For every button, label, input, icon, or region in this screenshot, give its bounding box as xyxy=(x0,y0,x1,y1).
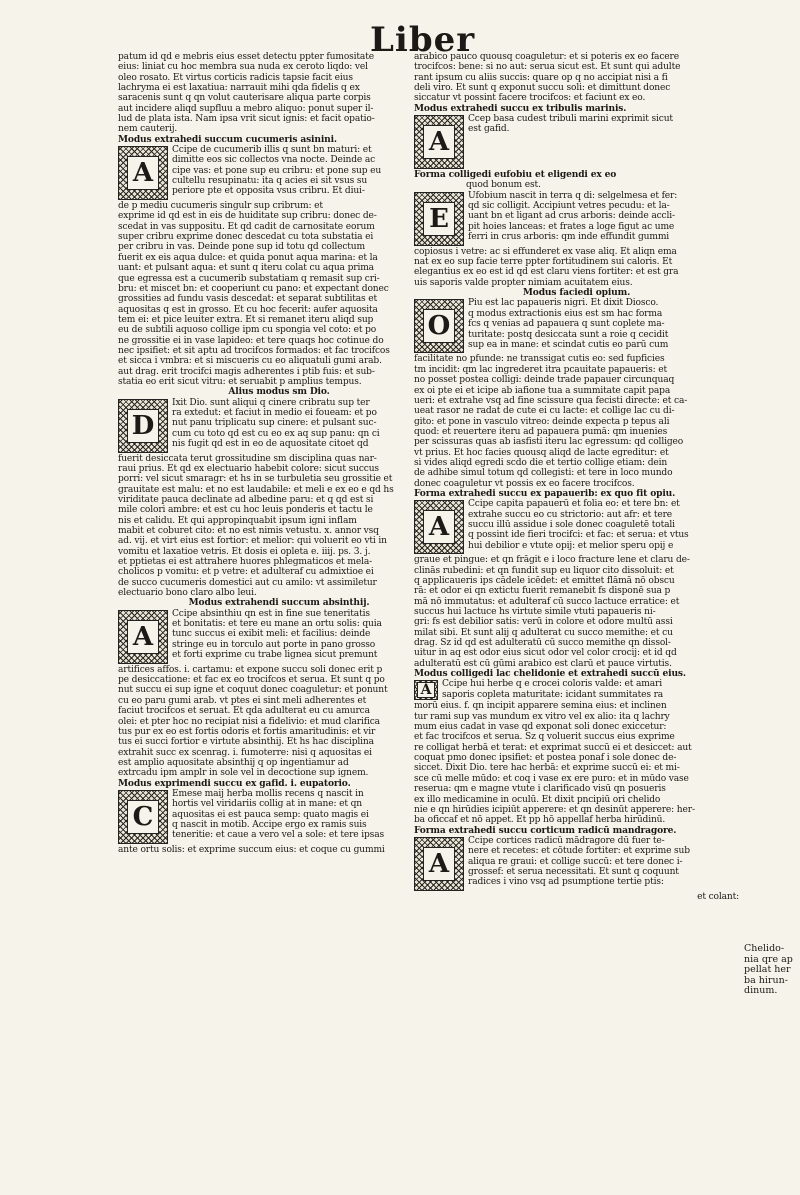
text-line: et forti exprime cu trabe lignea sicut premunt xyxy=(172,650,378,661)
section-heading: Forma colligedi eufobiu et eligendi ex eo xyxy=(414,170,617,181)
decorated-initial-icon xyxy=(414,192,464,246)
text-line: nem cauterij. xyxy=(118,124,178,135)
section-heading: Modus extrahendi succum absinthij. xyxy=(188,598,370,609)
text-line: succu illū assidue i sole donec coaguletē totali xyxy=(468,519,675,530)
text-line: mabit et coburet cito: et no est nimis vetustu. x. annor vsq xyxy=(118,526,379,537)
text-line: et pptietas ei est attrahere huores phlegmaticos et mela- xyxy=(118,557,373,568)
text-line: siccet. Dixit Dio. tere hac herbā: et exprime succū ei: et mi- xyxy=(414,763,680,774)
text-line: grauitate est malu: et no est laudabile: et meli e ex eo e qd hs xyxy=(118,484,394,495)
text-line: scedat in vas suppositu. Et qd cadit de carnositate eorum xyxy=(118,221,375,232)
initial-letter: A xyxy=(423,125,455,159)
text-line: reserua: qm e magne vtute i clarificado visū qn posueris xyxy=(414,784,666,795)
text-line: et colant: xyxy=(697,891,739,902)
text-line: clinās rubedini: et qn fundit sup eu liquor cito dissoluit: et xyxy=(414,565,674,576)
section-heading: Modus extrahedi succum cucumeris asinini. xyxy=(118,134,337,145)
text-line: ra extedut: et faciut in medio ei foueam: et po xyxy=(172,407,377,418)
text-line: no posset postea colligi: deinde trade papauer circunquaq xyxy=(414,375,675,386)
text-line: mum eius cadat in vase qd exponat soli donec exiccetur: xyxy=(414,722,667,733)
text-line: ferri in crus arboris: qm inde effundit gummi xyxy=(468,232,670,243)
decorated-initial-icon xyxy=(414,500,464,554)
text-line: elegantius ex eo est id qd est claru viens fortiter: et est gra xyxy=(414,267,679,278)
text-line: milat sibi. Et sunt alij q adulterat cu succo memithe: et cu xyxy=(414,627,673,638)
text-line: deli viro. Et sunt q exponut succu soli: et dimittunt donec xyxy=(414,83,671,94)
margin-note-line: Chelido- xyxy=(744,943,785,954)
margin-note-line: nia qre ap xyxy=(744,953,793,965)
page-header-liber: Liber xyxy=(370,20,476,60)
text-line: mā nō immutatus: et adulteraf cū succo lactuce erratice: et xyxy=(414,596,680,607)
section-heading: Alius modus sm Dio. xyxy=(228,387,330,398)
section-heading: Modus extrahedi succu ex tribulis marinis. xyxy=(414,103,627,114)
section-heading: Forma extrahedi succu corticum radicū mandragore. xyxy=(414,825,677,836)
decorated-initial-icon xyxy=(414,680,438,700)
initial-paragraph xyxy=(118,609,440,665)
text-line: extrcadu ipm amplr in sole vel in decoctione sup ignem. xyxy=(118,768,369,779)
text-line: quod bonum est. xyxy=(466,180,541,191)
text-line: nut succu ei sup igne et coquut donec coaguletur: et ponunt xyxy=(118,685,388,696)
text-line: aliqua re graui: et collige succū: et tere donec i- xyxy=(468,856,683,867)
decorated-initial-icon xyxy=(414,299,464,353)
text-line: cultellu resupinatu: ita q acies ei sit vsus su xyxy=(172,176,368,187)
text-line: uant bn et ligant ad crus arboris: deinde accli- xyxy=(468,211,675,222)
text-line: Ufobium nascit in terra q di: selgelmesa et fer: xyxy=(468,190,678,201)
text-line: ueat rasor ne radat de cute ei cu lacte: et collige lac cu di- xyxy=(414,406,675,417)
text-line: copiosus i vetre: ac si effunderet ex vase aliq. Et aliqn ema xyxy=(414,246,677,257)
text-line: nut panu triplicatu sup cinere: et pulsant suc- xyxy=(172,418,377,429)
text-line: ba oficcaf et nō appet. Et pp hō appellaf herba hirūdinū. xyxy=(414,815,666,826)
text-line: porri: vel sicut smaragr: et hs in se turbuletia seu grossitie et xyxy=(118,474,393,485)
text-line: rant ipsum cu aliis succis: quare op q no accipiat nisi a fi xyxy=(414,72,668,83)
text-line: quod: et reuertere iteru ad papauera pumā: qm inuenies xyxy=(414,426,668,437)
initial-letter: A xyxy=(127,156,159,190)
text-line: cholicos p vomitu: et p vetre: et adulteraf cu admixtioe ei xyxy=(118,567,374,578)
text-line: est gafid. xyxy=(468,124,510,135)
text-line: sce cū melle mūdo: et coq i vase ex ere puro: et in mūdo vase xyxy=(414,773,689,784)
initial-paragraph xyxy=(414,679,739,701)
text-line: patum id qd e mebris eius esset detectu ppter fumositate xyxy=(118,52,374,62)
text-line: tus pur ex eo est fortis odoris et fortis amaritudinis: et vir xyxy=(118,726,376,737)
text-line: pit hoies lanceas: et frates a loge figut ac ume xyxy=(468,221,675,232)
initial-letter: A xyxy=(417,682,435,698)
margin-note-line: dinum. xyxy=(744,985,778,996)
text-line: que egressa est a cucumerib substatiam q remasit sup cri- xyxy=(118,273,380,284)
text-line: et bonitatis: et tere eu mane an ortu solis: quia xyxy=(172,619,382,630)
text-line: Ccipe capita papauerū et folia eo: et tere bn: et xyxy=(468,499,680,510)
text-line: grossef: et serua necessitati. Et sunt q coquunt xyxy=(468,866,679,877)
initial-paragraph xyxy=(118,398,440,454)
text-line: q possint ide fieri trocifci: et fac: et serua: et vtus xyxy=(468,530,689,541)
text-line: de succo cucumeris domestici aut cu amilo: vt assimiletur xyxy=(118,577,377,588)
text-line: cu eo paru gumi arab. vt ptes ei sint meli adherentes et xyxy=(118,695,367,706)
text-line: aut incidere aliqd supfluu a mebro aliquo: ponut super il- xyxy=(118,103,374,114)
text-line: fcs q venias ad papauera q sunt coplete ma- xyxy=(468,319,665,330)
section-heading: Modus faciedi opium. xyxy=(522,288,631,299)
right-column xyxy=(414,52,739,902)
text-line: trocifcos: bene: si no aut: serua sicut est. Et sunt qui adulte xyxy=(414,62,681,73)
text-line: raui prius. Et qd ex electuario habebit colore: sicut succus xyxy=(118,463,379,474)
text-line: nat ex eo sup facie terre ppter fortitudinem sui caloris. Et xyxy=(414,257,673,268)
text-line: eius: liniat cu hoc membra sua nuda ex ceroto liqdo: vel xyxy=(118,62,368,73)
text-line: sup ea in mane: et scindat cutis eo parū cum xyxy=(468,339,669,350)
text-line: fuerit ex eis aqua dulce: et quida ponut aqua marina: et la xyxy=(118,252,378,263)
text-line: radices i vino vsq ad psumptione tertie ptis: xyxy=(468,877,664,888)
text-line: olei: et pter hoc no recipiat nisi a fidelivio: et mud clarifica xyxy=(118,716,380,727)
text-line: tunc succus ei exibit meli: et facilius: deinde xyxy=(172,629,371,640)
text-line: succus hui lactuce hs virtute simile vtuti papaueris ni- xyxy=(414,607,656,617)
text-line: nere et recetes: et cōtude fortiter: et exprime sub xyxy=(468,846,690,857)
text-line: aut drag. erit trocifci magis adherentes i ptib fuis: et sub- xyxy=(118,366,375,377)
text-line: ad. vij. et virt eius est fortior: et melior: qui voluerit eo vti in xyxy=(118,536,387,547)
text-line: ex illo medicamine in oculū. Et dixit pncipiū ori chelido xyxy=(414,794,661,805)
text-line: statia eo erit sicut vitru: et seruabit p amplius tempus. xyxy=(118,376,362,387)
text-line: ante ortu solis: et exprime succum eius: et coque cu gummi xyxy=(118,844,385,855)
text-line: morū eius. f. qn incipit apparere semina eius: et inclinen xyxy=(414,701,667,712)
text-line: extrahit succ ex scenrag. i. fumoterre: nisi q aquositas ei xyxy=(118,747,372,758)
text-line: q modus extractionis eius est sm hac forma xyxy=(468,308,663,319)
text-line: nec ipsifiet: et sit aptu ad trocifcos formados: et fac trocifcos xyxy=(118,345,390,356)
text-line: artifices affos. i. cartamu: et expone succu soli donec erit p xyxy=(118,664,383,675)
text-line: et sicca i vmbra: et si miscueris cu eo aliquatuli gumi arab. xyxy=(118,356,382,367)
margin-note-line: ba hirun- xyxy=(744,974,788,986)
text-line: viriditate pauca declinate ad albedine paru: et q qd est si xyxy=(118,495,374,505)
initial-paragraph xyxy=(118,789,440,845)
text-line: stringe eu in torculo aut porte in pano grosso xyxy=(172,639,376,650)
text-line: uis saporis valde propter nimiam acuitatem eius. xyxy=(414,277,633,288)
text-line: Ccipe hui herbe q e crocei coloris valde: et amari xyxy=(442,679,662,690)
text-line: nie e qn hirūdies icipiūt apperere: et qn desinūt apperere: her- xyxy=(414,804,695,815)
decorated-initial-icon xyxy=(118,146,168,200)
decorated-initial-icon xyxy=(118,610,168,664)
decorated-initial-icon xyxy=(118,790,168,844)
text-line: electuario bono claro albo leui. xyxy=(118,588,257,599)
text-line: tm incidit: qm lac ingrederet itra pcauitate papaueris: et xyxy=(414,364,667,375)
initial-paragraph xyxy=(414,114,739,170)
section-heading: Modus colligedi lac chelidonie et extrahedi succū eius. xyxy=(414,669,686,680)
text-line: adulteratū est cū gūmi arabico est clarū et pauce virtutis. xyxy=(414,658,672,669)
text-line: re colligat herbā et terat: et exprimat succū ei et desiccet: aut xyxy=(414,742,692,753)
text-line: mile colori ambre: et est cu hoc leuis ponderis et tactu le xyxy=(118,505,373,516)
text-line: bru: et miscet bn: et cooperiunt cu pano: et expectant donec xyxy=(118,283,389,294)
text-line: de p mediu cucumeris singulr sup cribrum: et xyxy=(118,201,323,212)
initial-paragraph xyxy=(414,836,739,892)
text-line: tus ei succi fortior e virtute absinthij. Et hs hac disciplina xyxy=(118,737,374,748)
initial-letter: A xyxy=(127,620,159,654)
text-line: cum cu toto qd est cu eo ex aq sup panu: qn ci xyxy=(172,428,380,439)
text-line: aquositas q est in grosso. Et cu hoc fecerit: aufer aquosita xyxy=(118,304,378,315)
decorated-initial-icon xyxy=(414,115,464,169)
initial-paragraph xyxy=(118,145,440,201)
text-line: faciut trocifcos et seruat. Et qda adulterat eu cu amurca xyxy=(118,706,370,717)
text-line: gri: fs est debilior satis: verū in colore et odore multū assi xyxy=(414,617,673,628)
initial-paragraph xyxy=(414,298,739,354)
decorated-initial-icon xyxy=(414,837,464,891)
text-line: dimitte eos sic collectos vna nocte. Deinde ac xyxy=(172,155,376,166)
text-line: et fac trocifcos et serua. Sz q voluerit succus eius exprime xyxy=(414,732,675,743)
margin-note-line: pellat her xyxy=(744,964,791,975)
initial-letter: E xyxy=(423,202,455,236)
initial-letter: D xyxy=(127,409,159,443)
text-line: per cribru in vas. Deinde pone sup id totu qd collectum xyxy=(118,242,365,253)
text-line: hui debilior e vtute opij: et melior speru opij e xyxy=(468,540,674,551)
text-line: eu de subtili aquoso collige ipm cu spongia vel coto: et po xyxy=(118,325,377,336)
text-line: Ccep basa cudest tribuli marini exprimit sicut xyxy=(468,114,673,125)
left-column xyxy=(118,52,440,855)
text-line: q applicaueris ips cādele icēdet: et emittet flāmā nō obscu xyxy=(414,575,675,586)
initial-letter: O xyxy=(423,309,455,343)
text-line: ex oi pte ei et icipe ab iafione tua a summitate capit papa xyxy=(414,385,671,396)
initial-paragraph xyxy=(414,191,739,247)
text-line: extrahe succu eo cu strictorio: aut afr: et tere xyxy=(468,509,672,520)
text-line: q nascit in motib. Accipe ergo ex ramis suis xyxy=(172,819,367,830)
text-line: arabico pauco quousq coaguletur: et si poteris ex eo facere xyxy=(414,52,679,62)
text-line: facilitate no pfunde: ne transsigat cutis eo: sed fupficies xyxy=(414,354,665,365)
initial-letter: A xyxy=(423,510,455,544)
text-line: Emese maij herba mollis recens q nascit in xyxy=(172,788,364,799)
text-line: tem ei: et pice leuiter extra. Et si remanet iteru aliqd sup xyxy=(118,314,374,325)
text-line: cipe vas: et pone sup eu cribru: et pone sup eu xyxy=(172,165,382,176)
text-line: pe desiccatione: et fac ex eo trocifcos et serua. Et sunt q po xyxy=(118,675,385,686)
text-line: si vides aliqd egredi scdo die et tertio collige etiam: dein xyxy=(414,457,668,468)
text-line: per scissuras quas ab iasfisti iteru lac egressum: qd colligeo xyxy=(414,437,684,448)
section-heading: Modus exprimendi succu ex gafid. i. eupatorio. xyxy=(118,778,351,789)
text-line: saracenis sunt q qn volut cauterisare aliqua parte corpis xyxy=(118,93,371,104)
text-line: donec coaguletur vt possis ex eo facere trocifcos. xyxy=(414,478,635,489)
text-line: super cribru exprime donec descedat cu tota substatia ei xyxy=(118,232,374,243)
text-line: lud de plata ista. Nam ipsa vrit sicut ignis: et facit opatio- xyxy=(118,114,375,125)
text-line: saporis copleta maturitate: icidant summitates ra xyxy=(442,689,664,700)
text-line: lachryma ei est laxatiua: narrauit mihi qda fidelis q ex xyxy=(118,83,360,94)
text-line: nis fugit qd est in eo de aquositate citoet qd xyxy=(172,439,369,449)
text-line: siccatur vt possint facere trocifcos: et faciunt ex eo. xyxy=(414,93,646,104)
initial-letter: C xyxy=(127,800,159,834)
text-line: turitate: postq desiccata sunt a roie q cecidit xyxy=(468,329,669,340)
text-line: teneritie: et caue a vero vel a sole: et tere ipsas xyxy=(172,830,384,841)
text-line: exprime id qd est in eis de huiditate sup cribru: donec de- xyxy=(118,211,377,222)
text-line: aquositas ei est pauca semp: quato magis ei xyxy=(172,809,369,820)
section-heading: Forma extrahedi succu ex papauerib: ex quo fit opiu. xyxy=(414,488,676,499)
text-line: oleo rosato. Et virtus corticis radicis tapsie facit eius xyxy=(118,72,353,83)
initial-letter: A xyxy=(423,847,455,881)
text-line: vt prius. Et hoc facies quousq aliqd de lacte egreditur: et xyxy=(414,447,669,458)
text-line: est amplio aquositate absinthij q op ingentiamur ad xyxy=(118,757,349,768)
text-line: ueri: et extrahe vsq ad fine scissure qua fecisti directe: et ca- xyxy=(414,395,688,406)
text-line: uant: et pulsant aqua: et sunt q iteru colat cu aqua prima xyxy=(118,263,374,274)
margin-note xyxy=(744,944,794,997)
text-line: fuerit desiccata terut grossitudine sm disciplina quas nar- xyxy=(118,453,377,464)
text-line: ne grossitie ei in vase lapideo: et tere quaqs hoc cotinue do xyxy=(118,335,384,346)
text-line: coquat pmo donec ipsifiet: et postea ponaf i sole donec de- xyxy=(414,753,677,764)
text-line: drag. Sz id qd est adulteratū cū succo memithe qn dissol- xyxy=(414,638,671,649)
initial-paragraph xyxy=(414,499,739,555)
text-line: rā: et odor ei qn extictu fuerit remanebit fs disponē sua p xyxy=(414,586,671,597)
text-line: de adhibe simul totum qd collegisti: et tere in loco mundo xyxy=(414,468,673,479)
text-line: tur rami sup vas mundum ex vitro vel ex alio: ita q lachry xyxy=(414,711,670,722)
text-line: Ccipe absinthiu qn est in fine sue teneritatis xyxy=(172,608,370,619)
text-line: vomitu et laxatioe vetris. Et dosis ei opleta e. iiij. ps. 3. j. xyxy=(118,546,371,557)
text-line: Ccipe cortices radicū mādragore dū fuer te- xyxy=(468,835,665,846)
text-line: uitur in aq est odor eius sicut odor vel color crocij: et id qd xyxy=(414,648,677,659)
text-line: Ccipe de cucumerib illis q sunt bn maturi: et xyxy=(172,145,372,156)
text-line: nis et calidu. Et qui appropinquabit ipsum igni inflam xyxy=(118,515,357,526)
text-line: gito: et pone in vasculo vitreo: deinde expecta p tepus ali xyxy=(414,416,670,427)
text-line: periore pte et opposita vsus cribru. Et diui- xyxy=(172,186,365,197)
text-line: Ixit Dio. sunt aliqui q cinere cribratu sup ter xyxy=(172,397,370,408)
decorated-initial-icon xyxy=(118,399,168,453)
text-line: qd sic colligit. Accipiunt vetres pecudu: et la- xyxy=(468,201,670,212)
text-line: Piu est lac papaueris nigri. Et dixit Diosco. xyxy=(468,298,659,309)
text-line: graue et pingue: et qn frāgit e i loco fracture lene et claru de- xyxy=(414,555,690,566)
text-line: hortis vel viridariis collig at in mane: et qn xyxy=(172,799,362,810)
text-line: grossities ad fundu vasis descedat: et separat subtilitas et xyxy=(118,294,377,305)
